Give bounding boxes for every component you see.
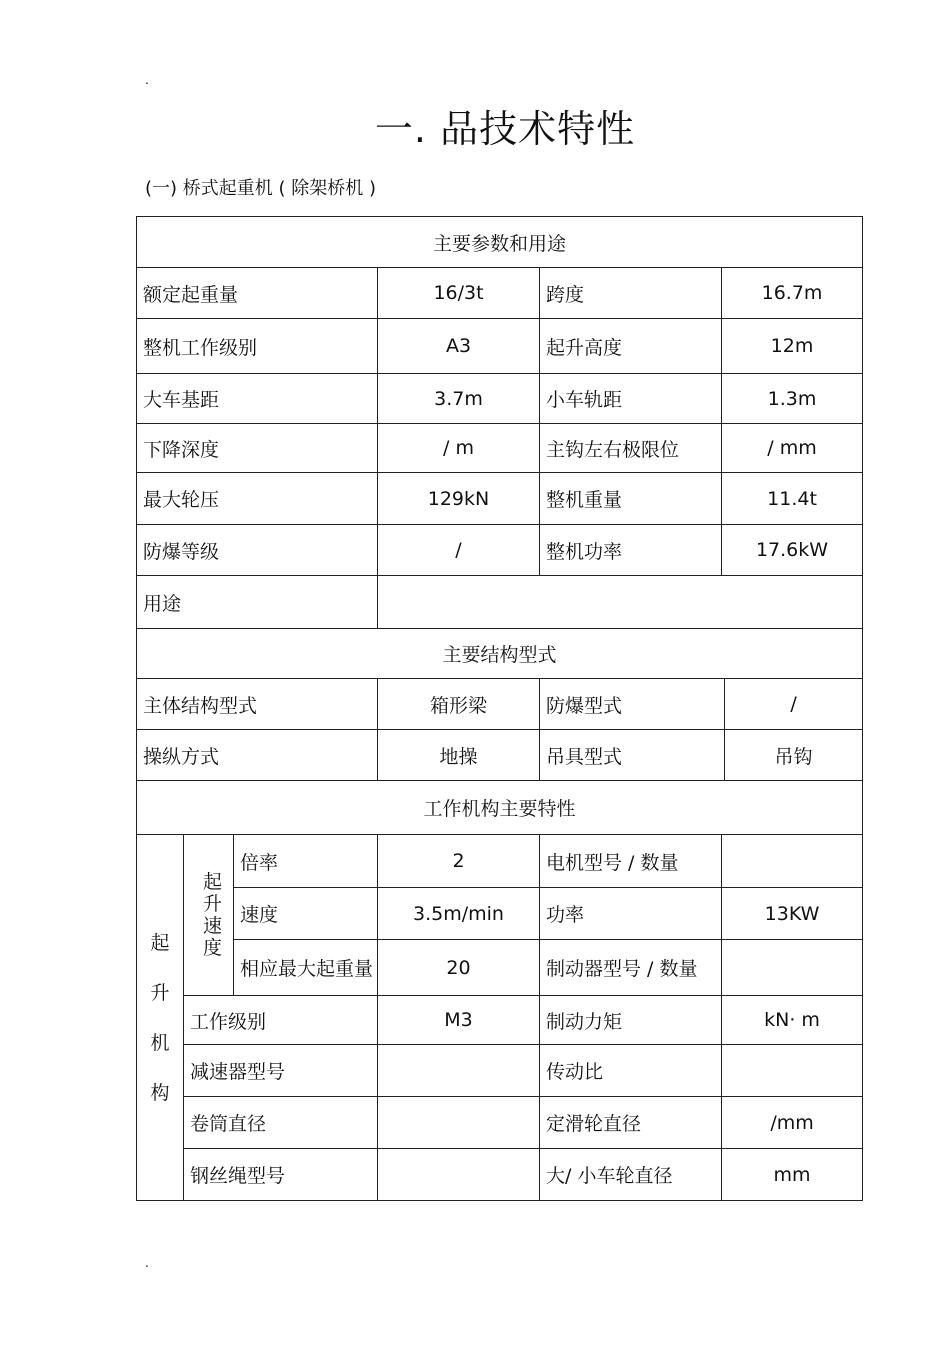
table-row: [137, 835, 863, 888]
hoist-work-class-value: M3: [378, 996, 540, 1045]
table-row: [137, 576, 863, 629]
table-row: [137, 525, 863, 576]
brake-torque-value: kN· m: [722, 996, 863, 1045]
hoist-mechanism-label: [137, 835, 184, 1201]
hoist-mechanism-label-text: 起升机构: [150, 931, 170, 1104]
table-row: [137, 940, 863, 996]
section-header-main-structure: 主要结构型式: [137, 629, 863, 679]
lift-height-label: 起升高度: [540, 319, 722, 374]
spreader-label: 吊具型式: [540, 730, 725, 781]
trolley-gauge-value: 1.3m: [722, 374, 863, 424]
hoist-speed-group-label-text: 起升速度: [203, 871, 223, 959]
section-header-main-params: 主要参数和用途: [137, 217, 863, 268]
lower-depth-value: / m: [378, 424, 540, 473]
spec-table: [136, 216, 863, 1201]
hook-limit-label: 主钩左右极限位: [540, 424, 722, 473]
wheel-value: mm: [722, 1149, 863, 1201]
usage-label: 用途: [137, 576, 378, 629]
span-label: 跨度: [540, 268, 722, 319]
total-power-label: 整机功率: [540, 525, 722, 576]
operation-value: 地操: [378, 730, 540, 781]
span-value: 16.7m: [722, 268, 863, 319]
brake-label: 制动器型号 / 数量: [540, 940, 722, 996]
hoist-speed-group-label: [184, 835, 234, 996]
drum-label: 卷筒直径: [184, 1097, 378, 1149]
lower-depth-label: 下降深度: [137, 424, 378, 473]
hoist-work-class-label: 工作级别: [184, 996, 378, 1045]
wheelbase-value: 3.7m: [378, 374, 540, 424]
main-structure-value: 箱形梁: [378, 679, 540, 730]
work-class-value: A3: [378, 319, 540, 374]
table-row: [137, 473, 863, 525]
document-title: 一. 品技术特性: [374, 107, 636, 151]
page-mark-bottom: .: [145, 1256, 149, 1270]
max-wheel-load-value: 129kN: [378, 473, 540, 525]
table-row: [137, 1045, 863, 1097]
table-row: [137, 781, 863, 835]
explosion-type-label: 防爆型式: [540, 679, 725, 730]
ratio-value: 2: [378, 835, 540, 888]
speed-value: 3.5m/min: [378, 888, 540, 940]
brake-torque-label: 制动力矩: [540, 996, 722, 1045]
reducer-value: [378, 1045, 540, 1097]
brake-value: [722, 940, 863, 996]
table-row: [137, 730, 863, 781]
transmission-value: [722, 1045, 863, 1097]
total-power-value: 17.6kW: [722, 525, 863, 576]
total-weight-value: 11.4t: [722, 473, 863, 525]
transmission-label: 传动比: [540, 1045, 722, 1097]
motor-value: [722, 835, 863, 888]
max-load-value: 20: [378, 940, 540, 996]
table-row: [137, 424, 863, 473]
table-row: [137, 888, 863, 940]
rated-load-value: 16/3t: [378, 268, 540, 319]
drum-value: [378, 1097, 540, 1149]
speed-label: 速度: [234, 888, 378, 940]
pulley-label: 定滑轮直径: [540, 1097, 722, 1149]
power-label: 功率: [540, 888, 722, 940]
usage-value: [378, 576, 863, 629]
table-row: [137, 996, 863, 1045]
table-row: [137, 1149, 863, 1201]
work-class-label: 整机工作级别: [137, 319, 378, 374]
rope-label: 钢丝绳型号: [184, 1149, 378, 1201]
wheel-label: 大/ 小车轮直径: [540, 1149, 722, 1201]
rope-value: [378, 1149, 540, 1201]
hook-limit-value: / mm: [722, 424, 863, 473]
table-row: [137, 1097, 863, 1149]
power-value: 13KW: [722, 888, 863, 940]
table-row: [137, 679, 863, 730]
table-row: [137, 319, 863, 374]
table-row: [137, 268, 863, 319]
total-weight-label: 整机重量: [540, 473, 722, 525]
spreader-value: 吊钩: [725, 730, 863, 781]
reducer-label: 减速器型号: [184, 1045, 378, 1097]
wheelbase-label: 大车基距: [137, 374, 378, 424]
rated-load-label: 额定起重量: [137, 268, 378, 319]
operation-label: 操纵方式: [137, 730, 378, 781]
lift-height-value: 12m: [722, 319, 863, 374]
motor-label: 电机型号 / 数量: [540, 835, 722, 888]
table-row: [137, 217, 863, 268]
explosion-grade-label: 防爆等级: [137, 525, 378, 576]
table-row: [137, 374, 863, 424]
table-row: [137, 629, 863, 679]
page-mark-top: .: [145, 73, 149, 87]
trolley-gauge-label: 小车轨距: [540, 374, 722, 424]
pulley-value: /mm: [722, 1097, 863, 1149]
explosion-grade-value: /: [378, 525, 540, 576]
explosion-type-value: /: [725, 679, 863, 730]
section-header-work-mechanism: 工作机构主要特性: [137, 781, 863, 835]
main-structure-label: 主体结构型式: [137, 679, 378, 730]
section-subtitle: (一) 桥式起重机 ( 除架桥机 ): [145, 178, 376, 199]
ratio-label: 倍率: [234, 835, 378, 888]
max-wheel-load-label: 最大轮压: [137, 473, 378, 525]
max-load-label: 相应最大起重量: [234, 940, 378, 996]
